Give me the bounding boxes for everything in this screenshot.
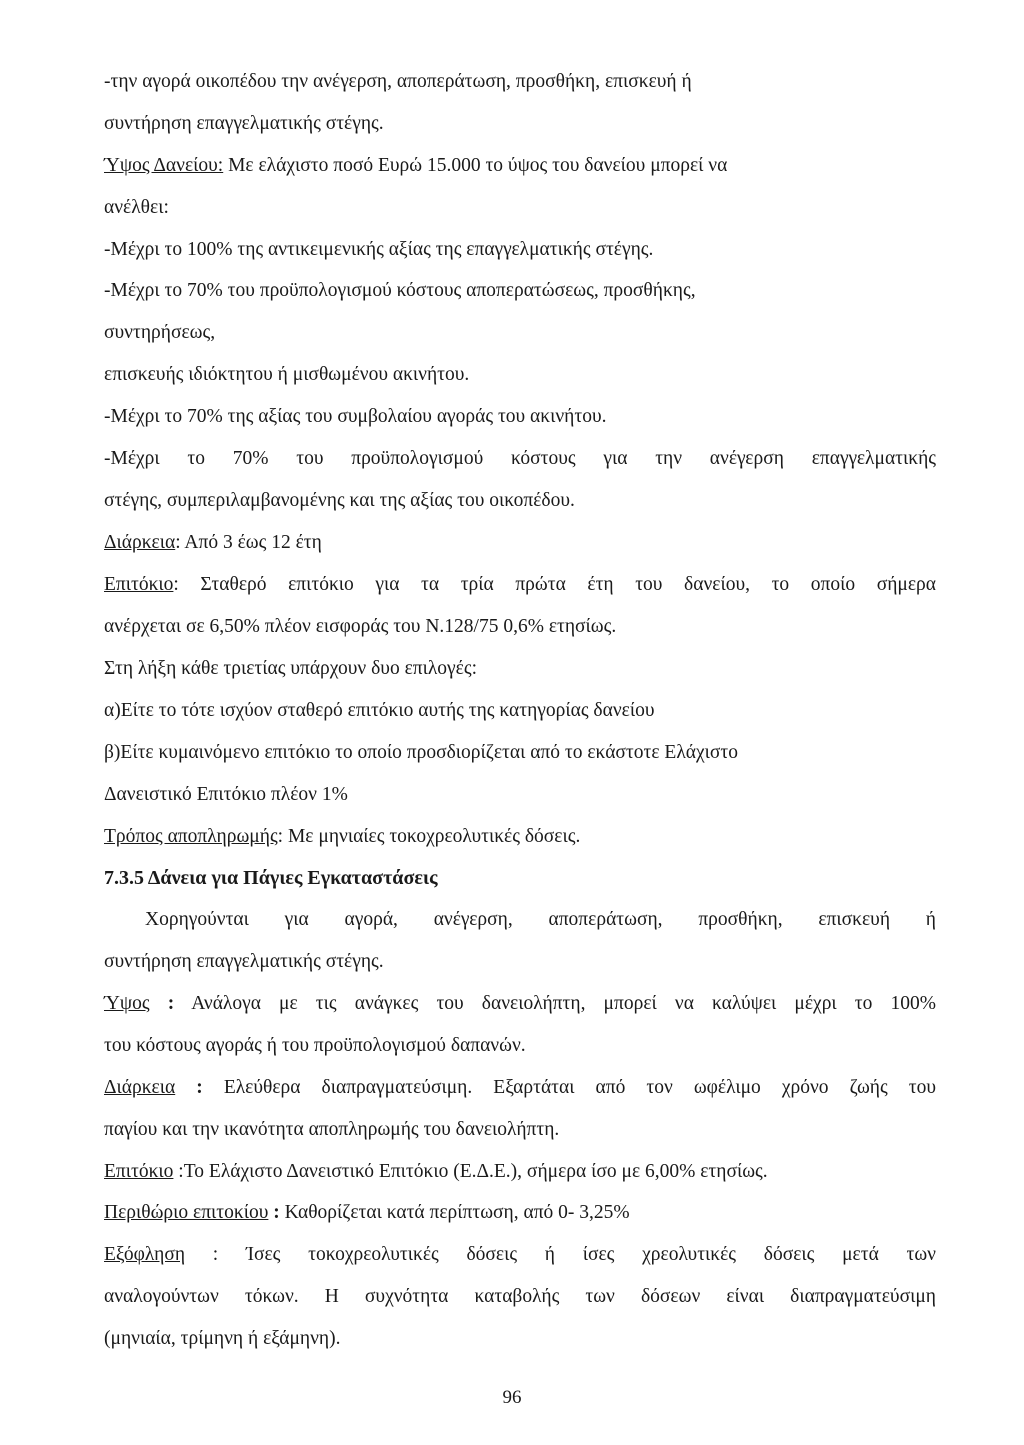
duration-label: Διάρκεια [104, 532, 176, 553]
loan-amount-label: Ύψος Δανείου: [104, 155, 224, 176]
duration-label: Διάρκεια [104, 1077, 176, 1098]
text-line: Επιτόκιο :Το Ελάχιστο Δανειστικό Επιτόκιο (Ε.Δ.Ε.), σήμερα ίσο με 6,00% ετησίως. [104, 1161, 768, 1182]
margin-label: Περιθώριο επιτοκίου [104, 1202, 269, 1223]
text-line: Ύψος : Ανάλογα με τις ανάγκες του δανειολήπτη, μπορεί να καλύψει μέχρι το 100% [104, 993, 936, 1014]
text-line: Διάρκεια : Ελεύθερα διαπραγματεύσιμη. Εξαρτάται από τον ωφέλιμο χρόνο ζωής του [104, 1077, 936, 1098]
interest-label: Επιτόκιο [104, 1161, 174, 1182]
text-line: του κόστους αγοράς ή του προϋπολογισμού δαπανών. [104, 1035, 526, 1056]
text-line: Χορηγούνται για αγορά, ανέγερση, αποπεράτωση, προσθήκη, επισκευή ή [145, 909, 936, 930]
text-line: Τρόπος αποπληρωμής: Με μηνιαίες τοκοχρεολυτικές δόσεις. [104, 826, 581, 847]
text-line: -Μέχρι το 70% του προϋπολογισμού κόστους αποπερατώσεως, προσθήκης, [104, 280, 696, 301]
repayment-label: Τρόπος αποπληρωμής [104, 826, 278, 847]
page-number: 96 [502, 1387, 522, 1408]
text-line: Επιτόκιο: Σταθερό επιτόκιο για τα τρία πρώτα έτη του δανείου, το οποίο σήμερα [104, 574, 936, 595]
text-line: παγίου και την ικανότητα αποπληρωμής του δανειολήπτη. [104, 1119, 560, 1140]
text-line: -Μέχρι το 100% της αντικειμενικής αξίας της επαγγελματικής στέγης. [104, 239, 654, 260]
section-heading: 7.3.5 Δάνεια για Πάγιες Εγκαταστάσεις [104, 867, 438, 889]
text-line: συντήρηση επαγγελματικής στέγης. [104, 113, 384, 134]
text-line: συντήρηση επαγγελματικής στέγης. [104, 951, 384, 972]
text-line: στέγης, συμπεριλαμβανομένης και της αξίας του οικοπέδου. [104, 490, 575, 511]
text-line: ανέρχεται σε 6,50% πλέον εισφοράς του Ν.128/75 0,6% ετησίως. [104, 616, 617, 637]
text-line: -Μέχρι το 70% του προϋπολογισμού κόστους για την ανέγερση επαγγελματικής [104, 448, 936, 469]
text-line: -Μέχρι το 70% της αξίας του συμβολαίου αγοράς του ακινήτου. [104, 406, 607, 427]
text-line: Περιθώριο επιτοκίου : Καθορίζεται κατά περίπτωση, από 0- 3,25% [104, 1202, 630, 1223]
text-line: Εξόφληση : Ίσες τοκοχρεολυτικές δόσεις ή ίσες χρεολυτικές δόσεις μετά των [104, 1244, 936, 1265]
text-line: (μηνιαία, τρίμηνη ή εξάμηνη). [104, 1328, 341, 1349]
text-line: -την αγορά οικοπέδου την ανέγερση, αποπεράτωση, προσθήκη, επισκευή ή [104, 71, 692, 92]
text-line: αναλογούντων τόκων. Η συχνότητα καταβολής των δόσεων είναι διαπραγματεύσιμη [104, 1286, 936, 1307]
text-line: Διάρκεια: Από 3 έως 12 έτη [104, 532, 322, 553]
amount-label: Ύψος [104, 993, 150, 1014]
text-line: Στη λήξη κάθε τριετίας υπάρχουν δυο επιλογές: [104, 658, 477, 679]
text-line: Ύψος Δανείου: Με ελάχιστο ποσό Ευρώ 15.000 το ύψος του δανείου μπορεί να [104, 155, 728, 176]
text-line: β)Είτε κυμαινόμενο επιτόκιο το οποίο προσδιορίζεται από το εκάστοτε Ελάχιστο [104, 742, 738, 763]
repayment-label: Εξόφληση [104, 1244, 186, 1265]
text-line: α)Είτε το τότε ισχύον σταθερό επιτόκιο αυτής της κατηγορίας δανείου [104, 700, 655, 721]
interest-label: Επιτόκιο [104, 574, 174, 595]
text-line: Δανειστικό Επιτόκιο πλέον 1% [104, 784, 348, 805]
text-line: ανέλθει: [104, 197, 169, 218]
text-line: συντηρήσεως, [104, 322, 216, 343]
text-line: επισκευής ιδιόκτητου ή μισθωμένου ακινήτου. [104, 364, 470, 385]
